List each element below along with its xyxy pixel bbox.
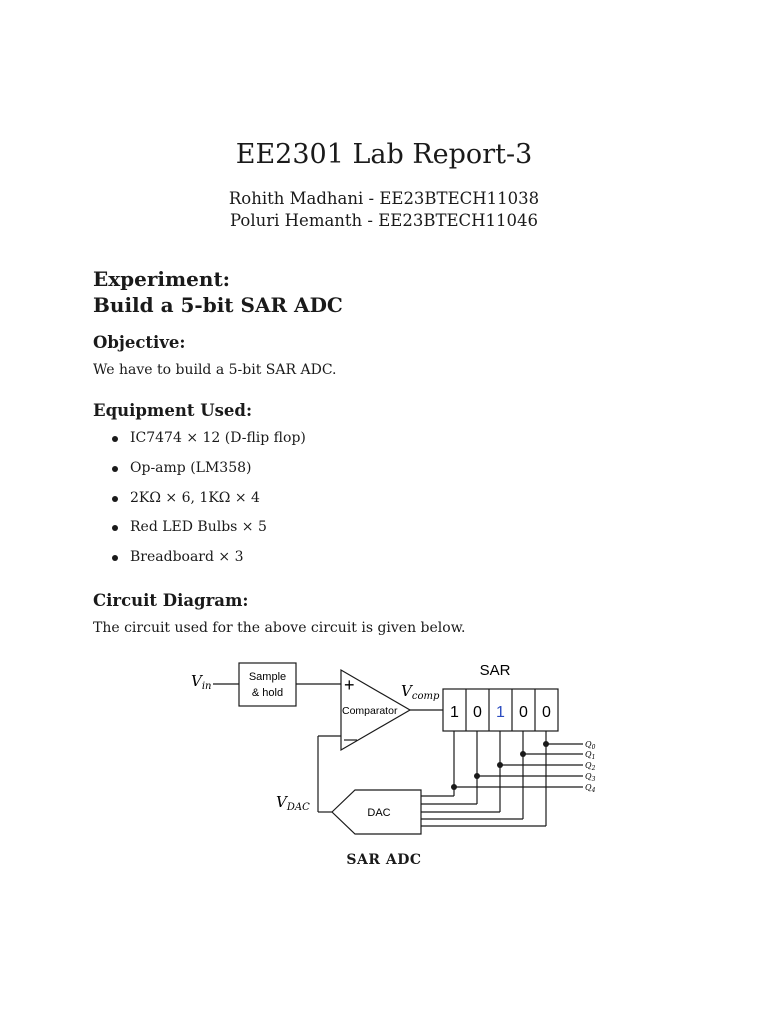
experiment-title: Build a 5-bit SAR ADC <box>93 293 343 317</box>
author-line: Rohith Madhani - EE23BTECH11038 <box>228 189 540 208</box>
equipment-item: 2KΩ × 6, 1KΩ × 4 <box>112 488 306 518</box>
equipment-heading: Equipment Used: <box>93 401 253 420</box>
sar-adc-diagram <box>155 650 615 840</box>
q1-label: $Q_1$ <box>585 750 596 761</box>
figure-caption: SAR ADC <box>346 852 422 868</box>
sample-hold-label: Sample <box>248 671 287 683</box>
q2-label: $Q_2$ <box>585 761 596 772</box>
experiment-label: Experiment: <box>93 267 231 291</box>
equipment-item: Breadboard × 3 <box>112 547 306 577</box>
vin-label: $V_{in}$ <box>191 672 212 692</box>
equipment-list <box>112 428 306 577</box>
sample-hold-label: & hold <box>251 687 284 699</box>
sar-bit: 0 <box>473 704 482 721</box>
author-line: Poluri Hemanth - EE23BTECH11046 <box>229 211 539 230</box>
circuit-text: The circuit used for the above circuit is given below. <box>93 620 466 636</box>
report-title: EE2301 Lab Report-3 <box>235 139 533 170</box>
sar-bit: 0 <box>519 704 528 721</box>
plus-sign: + <box>344 675 355 695</box>
objective-heading: Objective: <box>93 333 186 352</box>
sample-hold-block <box>239 663 296 706</box>
vcomp-label: $V_{comp}$ <box>401 682 440 702</box>
q0-label: $Q_0$ <box>585 740 596 751</box>
equipment-item: Op-amp (LM358) <box>112 458 306 488</box>
comparator-label: Comparator <box>342 705 398 717</box>
circuit-heading: Circuit Diagram: <box>93 591 249 610</box>
dac-label: DAC <box>367 807 391 819</box>
sar-bit: 1 <box>450 704 459 721</box>
vdac-label: $V_{DAC}$ <box>276 793 310 813</box>
sar-bit: 0 <box>542 704 551 721</box>
objective-text: We have to build a 5-bit SAR ADC. <box>93 362 337 378</box>
equipment-item: IC7474 × 12 (D-flip flop) <box>112 428 306 458</box>
sar-label: SAR <box>479 662 511 679</box>
q4-label: $Q_4$ <box>585 783 596 794</box>
equipment-item: Red LED Bulbs × 5 <box>112 517 306 547</box>
sar-bit-highlighted: 1 <box>496 704 505 721</box>
q3-label: $Q_3$ <box>585 772 596 783</box>
